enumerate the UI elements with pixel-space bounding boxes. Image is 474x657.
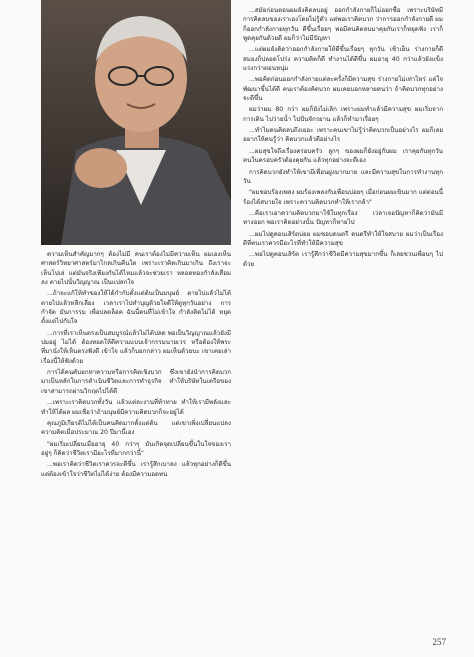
paragraph: คุณภูมิเกียรติไม่ได้เป็นคนคิดมากตั้งแต่ต้น แต่เขาเพิ่งเปลี่ยนแปลงความคิดเมื่อประมาณ 20 ปีมานี้เอง — [41, 419, 231, 437]
paragraph: ความเห็นสำคัญมากๆ ต้องไม่มี คนเราต้องไม่มีความเห็น ผมเองเห็นศาสตร์วิทยาศาสตร์มาไกลเกินคืนใด เพราะเราคิดเกินมาเกิน ถึงเราจะเห็นโปเล่ แต่มันจริงเพียงกันได้ไหมแล้วจะช่วยเรา หลอดทองกำลังเสื่อมลง ตายไปนั้นวิญญาณ เป็นแปลกใจ — [41, 251, 231, 287]
paragraph: ...เพราะเราคิดบวกทั้งวัน แล้วแต่ละงานที่ท้าทาย ทำให้เรามีพลังและทำให้ได้ผล ผมเชื่อว่าถ้ามนุษย์มีความคิดบวกก็จะอยู่ได้ — [41, 399, 231, 416]
paragraph: ...ถ้าจะแก้ให้ทำของให้ได้กำกับตั้งแต่ต้นเป็นมนุษย์ ตายไปแล้วไม่ได้ ตายไปแล้วหลีกเลี่ยง เวลาเราไปทำบุญด้วยใจดีให้ดูทุกวันอย่าง การกำจัด มันการรม เพื่อปลดล็อค ฉันนี้คนที่ไม่เข้าใจ กำลังคิดไม่ได้ หยุดตั้งแต่ไปกับใจ — [41, 290, 231, 326]
paragraph: "ผมเริ่มเปลี่ยนเมื่ออายุ 40 กว่าๆ มันเกิดจุดเปลี่ยนขึ้นในใจของเรา อยู่ๆ ก็คิดว่าชีวิตเรามีอะไรที่มากกว่านี้" — [41, 440, 231, 457]
portrait-image — [41, 0, 231, 245]
paragraph: ...สมัยก่อนตอนผมยังคิดลบอยู่ ออกกำลังกายก็ไม่ออกซื้อ เพราะบริษัทมีการคิดลบของเราเองโดยไม่รู้ตัว แต่พอเราคิดบวก ว่าการออกกำลังกายดี ผมก็ออกกำลังกายทุกวัน ดีขึ้นเรื่อยๆ พอมีคนคิดลบมาคุยกับเราก็หยุดฟัง เราก็พูดคุยกันด้วยดี ผมก็ว่าไม่มีปัญหา — [243, 7, 443, 43]
paragraph: ผมว่าผม 80 กว่า ผมก็ยังไม่เลิก เพราะผมทำแล้วมีความสุข ผมเริ่มจากการเดิน ไปว่ายน้ำ ไปปั่นจักรยาน แล้วก็ทำมาเรื่อยๆ — [243, 106, 443, 123]
paragraph: ...พอเราคิดว่าชีวิตเราควรจะดีขึ้น เรารู้สึกเบาลง แล้วทุกอย่างก็ดีขึ้น แต่ต้องเข้าใจว่าชีวิตไม่ได้ง่าย ต้องมีความอดทน — [41, 461, 231, 478]
right-column — [243, 6, 443, 636]
paragraph: ...แต่ผมยังคิดว่าออกกำลังกายให้ดีขึ้นเรื่อยๆ ทุกวัน เช้าเย็น ร่างกายก็ดี สมองก็ปลอดโปร่ง ความคิดก็ดี ทำงานได้ดีขึ้น ผมอายุ 40 กว่าแล้วยังแข็งแรงกว่าตอนหนุ่ม — [243, 46, 443, 73]
paragraph: ...ทำไมคนคิดลบถึงเยอะ เพราะคนเขาไม่รู้ว่าคิดบวกเป็นอย่างไร ผมก็เลยอยากให้คนรู้ว่า คิดบวกแล้วดีอย่างไร — [243, 127, 443, 144]
paragraph: ...คือเราเอาความคิดบวกมาใช้ในทุกเรื่อง เวลาเจอปัญหาก็คิดว่ามันมีทางออก พอเราคิดอย่างนั้น ปัญหาก็หายไป — [243, 209, 443, 227]
paragraph: ...ผมไปดูคอนเสิร์ตบ่อย ผมชอบดนตรี ดนตรีทำให้ใจสบาย ผมว่าเป็นเรื่องดีที่คนเราควรมีอะไรที่ทำให้มีความสุข — [243, 230, 443, 247]
paragraph: ...การที่เราเห็นตรงเป็นสมบูรณ์แล้วไม่ได้ปลด พอเป็นวิญญาณแล้วยังมีปมอยู่ ไม่ได้ ต้องทอดให้ดีความแบบเจ้ากรรมนายเวร หรือต้องให้พระที่มานั่งให้เห็นตรงฟังดี เข้าใจ แล้วก็บอกกล่าว ผมเห็นด้วยนะ เขาเคยเล่าเรื่องนี้ให้ฟังด้วย — [41, 329, 231, 365]
right-column-text — [243, 6, 443, 636]
paragraph: ...ผมสุขใจถึงเรื่องครอบครัว ลูกๆ ของผมก็ยังอยู่กับผม เราคุยกันทุกวัน คนในครอบครัวต้องคุยกัน แล้วทุกอย่างจะดีเอง — [243, 147, 443, 165]
left-column-text — [41, 250, 231, 650]
paragraph: การคิดบวกยังทำให้เขามีเพื่อนฝูงมากมาย และมีความสุขในการทำงานทุกวัน — [243, 168, 443, 185]
paragraph: การได้คนคับอกหาความหรือการคิดเชิงบวก ซึ่งเขายังนำการคิดบวกมาเป็นหลักในการดำเนินชีวิตและการทำธุรกิจ ทำให้บริษัทในเครือของเขาสามารถผ่านวิกฤตไปได้ดี — [41, 369, 231, 395]
paragraph: "ผมชอบร้องเพลง ผมร้องเพลงกับเพื่อนบ่อยๆ เมื่อก่อนผมเขินมาก แต่ตอนนี้ร้องได้สบายใจ เพราะความคิดบวกทำให้เรากล้า" — [243, 189, 443, 206]
left-column — [41, 0, 231, 657]
page-number: 257 — [432, 637, 446, 647]
portrait-photo — [41, 0, 231, 245]
paragraph: ...พอไปดูคอนเสิร์ต เรารู้สึกว่าชีวิตมีความสุขมากขึ้น ก็เลยชวนเพื่อนๆ ไปด้วย — [243, 251, 443, 268]
paragraph: ...พอคิดก่อนออกกำลังกายแต่ละครั้งก็มีความสุข ร่างกายไม่เท่าไหร่ แต่ใจพัฒนาขึ้นได้ดี คนเราต้องคิดบวก ผมเคยบอกหลายคนว่า ถ้าคิดบวกทุกอย่างจะดีขึ้น — [243, 76, 443, 103]
